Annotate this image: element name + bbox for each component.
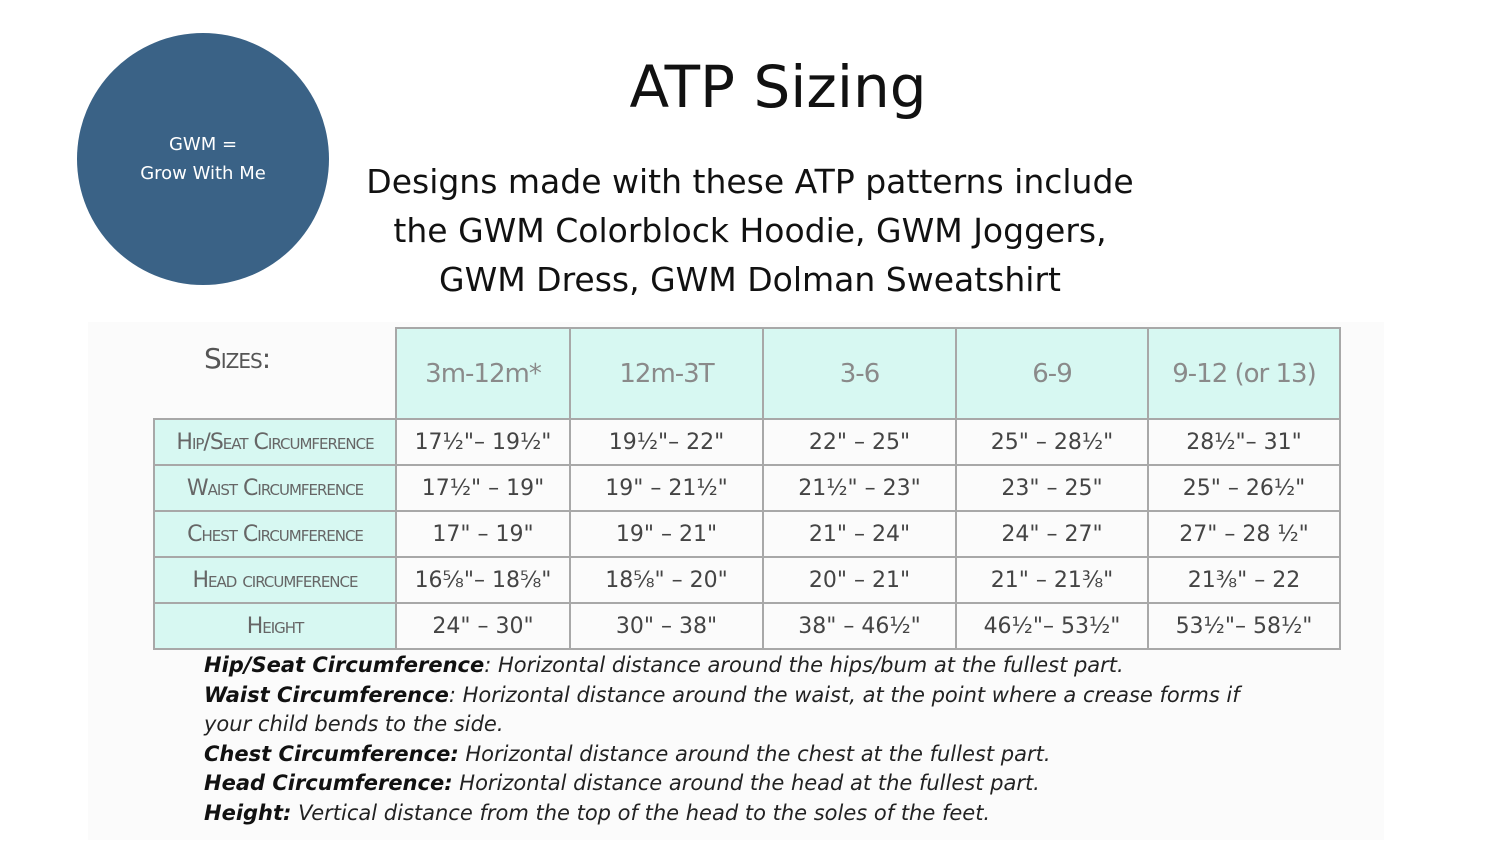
note-term: Head Circumference: <box>204 771 453 795</box>
badge-line-2: Grow With Me <box>140 163 266 184</box>
row-label: Waist Circumference <box>154 465 396 511</box>
table-cell: 24" – 30" <box>396 603 570 649</box>
note-term: Height: <box>204 800 292 825</box>
badge-line-1: GWM = <box>168 134 238 155</box>
table-cell: 25" – 26½" <box>1148 465 1340 511</box>
size-table <box>153 327 1341 650</box>
table-cell: 24" – 27" <box>956 511 1148 557</box>
row-label: Hip/Seat Circumference <box>154 419 396 465</box>
table-row <box>154 465 1340 511</box>
subtitle-line-1: Designs made with these ATP patterns include <box>366 162 1134 201</box>
table-cell: 19½"– 22" <box>570 419 763 465</box>
table-cell: 21⅜" – 22 <box>1148 557 1340 603</box>
size-column-header: 12m-3T <box>570 328 763 419</box>
note-text: : Horizontal distance around the waist, at the point where a crease forms if your child bends to the side. <box>204 682 1240 736</box>
size-column-header: 6-9 <box>956 328 1148 419</box>
table-row <box>154 419 1340 465</box>
subtitle-line-3: GWM Dress, GWM Dolman Sweatshirt <box>439 260 1061 299</box>
table-cell: 17½"– 19½" <box>396 419 570 465</box>
table-cell: 19" – 21" <box>570 511 763 557</box>
note-text: Horizontal distance around the head at the fullest part. <box>452 771 1040 795</box>
size-column-header: 3m-12m* <box>396 328 570 419</box>
note-term: Chest Circumference: <box>204 741 459 766</box>
table-cell: 18⅝" – 20" <box>570 557 763 603</box>
table-row <box>154 511 1340 557</box>
subtitle-line-2: the GWM Colorblock Hoodie, GWM Joggers, <box>393 211 1107 250</box>
table-cell: 23" – 25" <box>956 465 1148 511</box>
page-subtitle <box>300 157 1200 304</box>
measurement-notes <box>204 651 1264 828</box>
table-cell: 46½"– 53½" <box>956 603 1148 649</box>
table-cell: 28½"– 31" <box>1148 419 1340 465</box>
table-row <box>154 603 1340 649</box>
note-text: Horizontal distance around the chest at the fullest part. <box>458 741 1051 766</box>
sizes-corner <box>154 328 396 419</box>
note-term: Waist Circumference <box>204 682 449 707</box>
table-cell: 21" – 24" <box>763 511 956 557</box>
note-text: Vertical distance from the top of the head to the soles of the feet. <box>291 800 991 825</box>
table-cell: 30" – 38" <box>570 603 763 649</box>
gwm-badge <box>77 33 329 285</box>
table-cell: 25" – 28½" <box>956 419 1148 465</box>
note-text: : Horizontal distance around the hips/bum at the fullest part. <box>484 653 1124 677</box>
note-item <box>204 740 1264 770</box>
table-cell: 16⅝"– 18⅝" <box>396 557 570 603</box>
row-label: Chest Circumference <box>154 511 396 557</box>
table-row <box>154 557 1340 603</box>
table-cell: 21½" – 23" <box>763 465 956 511</box>
table-cell: 38" – 46½" <box>763 603 956 649</box>
size-column-header: 9-12 (or 13) <box>1148 328 1340 419</box>
row-label: Height <box>154 603 396 649</box>
table-cell: 27" – 28 ½" <box>1148 511 1340 557</box>
table-cell: 21" – 21⅜" <box>956 557 1148 603</box>
note-item <box>204 799 1264 829</box>
table-cell: 53½"– 58½" <box>1148 603 1340 649</box>
table-cell: 17½" – 19" <box>396 465 570 511</box>
row-label: Head circumference <box>154 557 396 603</box>
page-title: ATP Sizing <box>629 53 927 121</box>
note-item <box>204 769 1264 799</box>
note-item <box>204 681 1264 740</box>
note-term: Hip/Seat Circumference <box>204 653 485 677</box>
table-cell: 17" – 19" <box>396 511 570 557</box>
size-column-header: 3-6 <box>763 328 956 419</box>
table-cell: 22" – 25" <box>763 419 956 465</box>
sizes-label: Sizes: <box>204 342 271 375</box>
table-header-row <box>154 328 1340 419</box>
note-item <box>204 651 1264 681</box>
table-cell: 20" – 21" <box>763 557 956 603</box>
table-cell: 19" – 21½" <box>570 465 763 511</box>
